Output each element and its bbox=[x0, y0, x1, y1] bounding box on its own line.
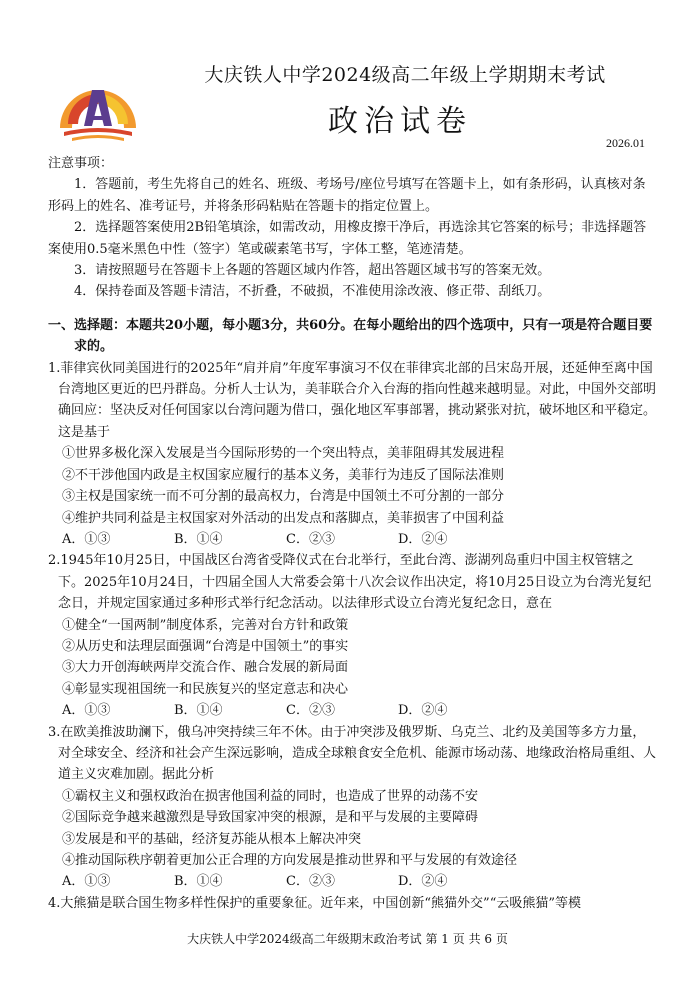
choice-c: C．②③ bbox=[286, 874, 335, 890]
choice-d: D．②④ bbox=[398, 874, 448, 890]
note-item: 3．请按照题号在答题卡上各题的答题区域内作答，超出答题区域书写的答案无效。 bbox=[74, 263, 551, 279]
section-heading: 一、选择题：本题共20小题，每小题3分，共60分。在每小题给出的四个选项中，只有一项是符合题目要求的。 bbox=[48, 317, 653, 355]
question-option: ②从历史和法理层面强调“台湾是中国领土”的事实 bbox=[62, 638, 349, 654]
spacer bbox=[48, 303, 658, 315]
question-option: ①健全“一国两制”制度体系，完善对台方针和政策 bbox=[62, 617, 349, 633]
exam-title: 大庆铁人中学2024级高二年级上学期期末考试 bbox=[204, 64, 606, 86]
subject-title: 政治试卷 bbox=[328, 104, 472, 139]
note-item: 1．答题前，考生先将自己的姓名、班级、考场号/座位号填写在答题卡上，如有条形码，认真核对条形码上的姓名、准考证号，并将条形码粘贴在答题卡的指定位置上。 bbox=[48, 177, 646, 214]
question-option: ③发展是和平的基础，经济复苏能从根本上解决冲突 bbox=[62, 831, 362, 847]
exam-date: 2026.01 bbox=[606, 136, 645, 150]
question-option: ①霸权主义和强权政治在损害他国利益的同时，也造成了世界的动荡不安 bbox=[62, 788, 479, 804]
answer-choices bbox=[48, 871, 658, 892]
answer-choices bbox=[48, 529, 658, 550]
question-stem: 3.在欧美推波助澜下，俄乌冲突持续三年不休。由于冲突涉及俄罗斯、乌克兰、北约及美国等多方力量，对全球安全、经济和社会产生深远影响，造成全球粮食安全危机、能源市场动荡、地缘政治格局重组、人道主义灾难加剧。据此分析 bbox=[48, 724, 657, 783]
note-item: 2．选择题答案使用2B铅笔填涂，如需改动，用橡皮擦干净后，再选涂其它答案的标号；非选择题答案使用0.5毫米黑色中性（签字）笔或碳素笔书写，字体工整，笔迹清楚。 bbox=[48, 220, 647, 257]
choice-a: A．①③ bbox=[62, 703, 111, 719]
question-option: ②国际竞争越来越激烈是导致国家冲突的根源，是和平与发展的主要障碍 bbox=[62, 810, 479, 826]
question-option: ③主权是国家统一而不可分割的最高权力，台湾是中国领土不可分割的一部分 bbox=[62, 489, 505, 505]
answer-choices bbox=[48, 700, 658, 721]
question-option: ①世界多极化深入发展是当今国际形势的一个突出特点，美菲阻碍其发展进程 bbox=[62, 446, 505, 462]
choice-a: A．①③ bbox=[62, 874, 111, 890]
choice-b: B．①④ bbox=[174, 703, 223, 719]
question-stem: 4.大熊猫是联合国生物多样性保护的重要象征。近年来，中国创新“熊猫外交”“云吸熊猫”等模 bbox=[48, 895, 581, 911]
question-option: ④推动国际秩序朝着更加公正合理的方向发展是推动世界和平与发展的有效途径 bbox=[62, 853, 518, 868]
choice-b: B．①④ bbox=[174, 531, 223, 547]
choice-d: D．②④ bbox=[398, 531, 448, 547]
question-option: ④彰显实现祖国统一和民族复兴的坚定意志和决心 bbox=[62, 681, 349, 697]
choice-c: C．②③ bbox=[286, 531, 335, 547]
question-stem: 2.1945年10月25日，中国战区台湾省受降仪式在台北举行，至此台湾、澎湖列岛重归中国主权管辖之下。2025年10月24日，十四届全国人大常委会第十八次会议作出决定，将10月25日设立为台湾光复纪念日，并规定国家通过多种形式举行纪念活动。以法律形式设立台湾光复纪念日，意在 bbox=[48, 553, 652, 612]
question-option: ③大力开创海峡两岸交流合作、融合发展的新局面 bbox=[62, 660, 349, 676]
exam-body bbox=[48, 153, 658, 914]
choice-c: C．②③ bbox=[286, 703, 335, 719]
page-footer: 大庆铁人中学2024级高二年级期末政治考试 第 1 页 共 6 页 bbox=[187, 932, 508, 946]
question-option: ④维护共同利益是主权国家对外活动的出发点和落脚点，美菲损害了中国利益 bbox=[62, 510, 505, 526]
note-item: 4．保持卷面及答题卡清洁，不折叠，不破损，不准使用涂改液、修正带、刮纸刀。 bbox=[74, 284, 551, 300]
choice-b: B．①④ bbox=[174, 874, 223, 890]
notes-heading: 注意事项： bbox=[48, 156, 114, 171]
question-option: ②不干涉他国内政是主权国家应履行的基本义务，美菲行为违反了国际法准则 bbox=[62, 467, 505, 483]
choice-d: D．②④ bbox=[398, 703, 448, 719]
choice-a: A．①③ bbox=[62, 531, 111, 547]
question-stem: 1.菲律宾伙同美国进行的2025年“肩并肩”年度军事演习不仅在菲律宾北部的吕宋岛开展，还延伸至离中国台湾地区更近的巴丹群岛。分析人士认为，美菲联合介入台海的指向性越来越明显。对此，中国外交部明确回应：坚决反对任何国家以台湾问题为借口，强化地区军事部署，挑动紧张对抗，破坏地区和平稳定。这是基于 bbox=[48, 360, 657, 440]
